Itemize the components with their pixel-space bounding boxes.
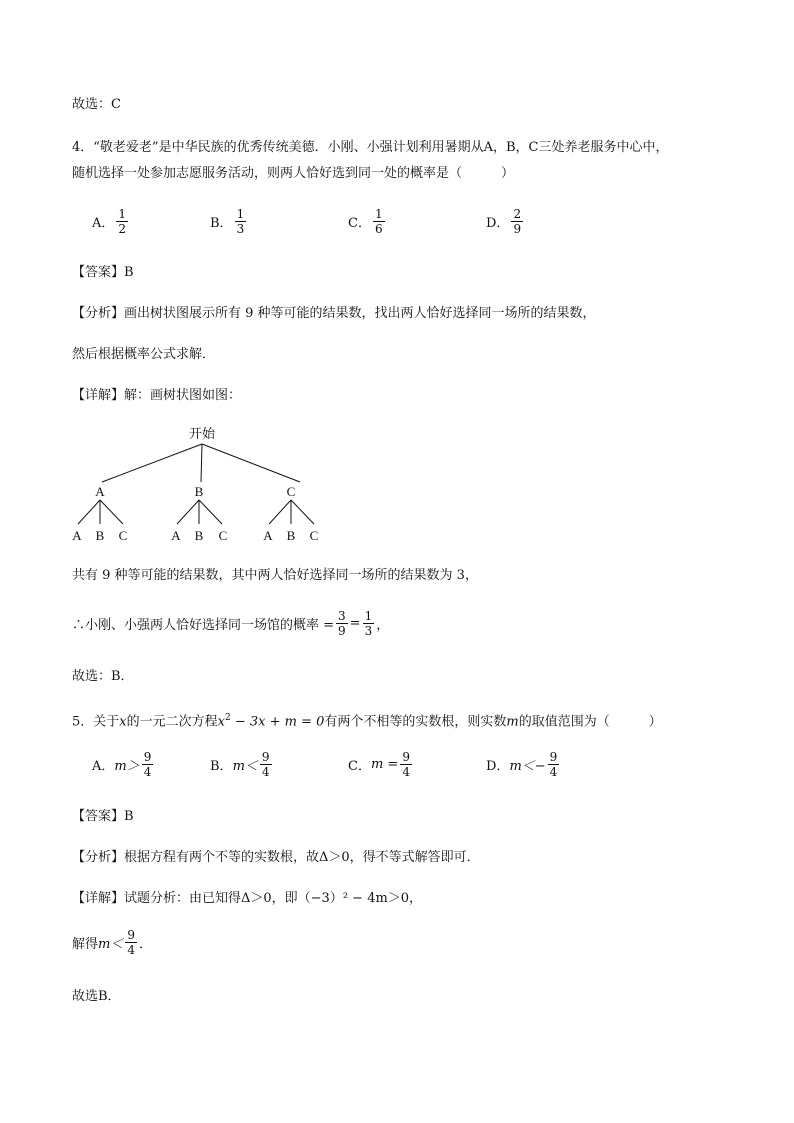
tree-leaf: C <box>218 528 228 543</box>
option-expr: m＜ <box>232 759 258 774</box>
q5-conclusion: 故选B． <box>72 989 121 1004</box>
prob-equals: = <box>349 616 361 631</box>
option-expr: m＞ <box>114 759 140 774</box>
q5-option-c <box>348 750 414 779</box>
tree-diagram <box>60 420 340 550</box>
q5-var-m: m <box>506 714 519 730</box>
fraction-denominator: 4 <box>261 765 270 779</box>
option-label: A． <box>92 759 115 774</box>
q4-option-d <box>486 207 525 236</box>
q5-eq-x: x <box>217 714 225 730</box>
tree-branch <box>201 444 202 482</box>
fraction-numerator: 1 <box>118 207 127 221</box>
option-fraction <box>142 750 154 779</box>
tree-branch <box>269 500 291 524</box>
option-label: C． <box>348 216 371 231</box>
fraction-denominator: 6 <box>374 222 383 236</box>
tree-leaf: C <box>309 528 319 543</box>
q5-stem-c: 有两个不相等的实数根，则实数 <box>324 714 507 730</box>
fraction-numerator: 9 <box>261 750 270 764</box>
fraction-numerator: 3 <box>338 609 346 623</box>
tree-branch <box>177 500 199 524</box>
fraction-numerator: 9 <box>402 750 410 764</box>
fraction-denominator: 2 <box>118 222 127 236</box>
tree-node-l1: A <box>95 484 105 499</box>
option-fraction <box>260 750 272 779</box>
solve-expr: m＜ <box>98 937 124 952</box>
option-label: C． <box>348 759 371 774</box>
option-fraction <box>235 207 247 236</box>
q4-detail: 【详解】解：画树状图如图： <box>72 388 242 403</box>
prob-fraction-2 <box>363 609 375 638</box>
fraction-denominator: 4 <box>402 765 410 779</box>
option-fraction <box>373 207 385 236</box>
tree-leaf: A <box>263 528 273 543</box>
q5-option-d <box>486 750 561 779</box>
fraction-denominator: 3 <box>236 222 245 236</box>
solve-suffix: ． <box>138 937 152 952</box>
option-label: D． <box>486 759 510 774</box>
tree-branch <box>202 444 300 482</box>
tree-node-l1: B <box>194 484 204 499</box>
q5-solve-line <box>72 928 152 957</box>
prob-prefix: ∴小刚、小强两人恰好选择同一场馆的概率 = <box>72 618 335 633</box>
q4-probability-line <box>72 609 389 638</box>
q5-eq-exponent: 2 <box>224 713 231 723</box>
option-fraction <box>400 750 412 779</box>
solve-fraction <box>125 928 137 957</box>
tree-branch <box>100 500 123 524</box>
q4-stem-line2: 随机选择一处参加志愿服务活动，则两人恰好选到同一处的概率是（ ） <box>72 166 515 181</box>
q4-conclusion: 故选：B． <box>72 669 134 684</box>
prob-fraction-1 <box>336 609 348 638</box>
tree-leaf: B <box>286 528 296 543</box>
fraction-denominator: 9 <box>513 222 522 236</box>
tree-leaf: B <box>194 528 204 543</box>
option-label: B． <box>210 759 233 774</box>
tree-branch <box>199 500 222 524</box>
option-label: D． <box>486 216 510 231</box>
fraction-denominator: 3 <box>364 624 373 638</box>
fraction-numerator: 9 <box>143 750 152 764</box>
fraction-numerator: 1 <box>374 207 383 221</box>
q5-var-x: x <box>119 714 127 730</box>
q4-stem-line1: 4．“敬老爱老”是中华民族的优秀传统美德．小刚、小强计划利用暑期从A，B，C三处养老服务中心中， <box>72 140 669 155</box>
fraction-numerator: 9 <box>127 928 135 942</box>
tree-node-l1: C <box>286 484 296 499</box>
prev-answer: 故选：C <box>72 97 121 112</box>
fraction-numerator: 1 <box>236 207 245 221</box>
option-expr: m＜− <box>509 759 546 774</box>
tree-leaf: A <box>72 528 82 543</box>
fraction-numerator: 9 <box>549 750 558 764</box>
q5-option-a <box>92 750 155 779</box>
solve-prefix: 解得 <box>72 937 99 952</box>
tree-leaf: C <box>118 528 128 543</box>
prob-suffix: ， <box>376 618 390 633</box>
q5-stem-a: 5．关于 <box>72 714 120 730</box>
q5-option-b <box>210 750 274 779</box>
option-label: B． <box>210 216 233 231</box>
q5-stem-b: 的一元二次方程 <box>126 714 218 730</box>
q4-analysis-line2: 然后根据概率公式求解． <box>72 347 216 362</box>
q5-detail: 【详解】试题分析：由已知得Δ＞0，即（−3）² − 4m＞0， <box>72 891 423 906</box>
option-fraction <box>116 207 128 236</box>
option-fraction <box>548 750 560 779</box>
q4-analysis-line1: 【分析】画出树状图展示所有 9 种等可能的结果数，找出两人恰好选择同一场所的结果数， <box>72 306 596 321</box>
option-fraction <box>511 207 523 236</box>
q5-analysis: 【分析】根据方程有两个不等的实数根，故Δ＞0，得不等式解答即可． <box>72 850 480 865</box>
fraction-denominator: 4 <box>127 943 135 957</box>
tree-branch <box>291 500 314 524</box>
q4-answer: 【答案】B <box>72 265 134 280</box>
q5-answer: 【答案】B <box>72 809 134 824</box>
tree-branch <box>78 500 100 524</box>
q5-eq-rest: − 3x + m = 0 <box>230 714 325 730</box>
q5-stem <box>72 709 662 731</box>
q4-option-c <box>348 207 387 236</box>
tree-root: 开始 <box>188 426 216 441</box>
q5-stem-d: 的取值范围为（ ） <box>518 714 662 730</box>
tree-leaf: B <box>95 528 105 543</box>
q4-option-b <box>210 207 248 236</box>
fraction-numerator: 1 <box>364 609 373 623</box>
tree-branch <box>102 444 202 482</box>
fraction-denominator: 4 <box>549 765 558 779</box>
option-expr: m = <box>370 757 399 772</box>
fraction-denominator: 9 <box>338 624 346 638</box>
q4-total-line: 共有 9 种等可能的结果数，其中两人恰好选择同一场所的结果数为 3， <box>72 568 478 583</box>
fraction-denominator: 4 <box>143 765 152 779</box>
tree-leaf: A <box>171 528 181 543</box>
option-label: A． <box>92 216 115 231</box>
q4-option-a <box>92 207 130 236</box>
fraction-numerator: 2 <box>513 207 522 221</box>
